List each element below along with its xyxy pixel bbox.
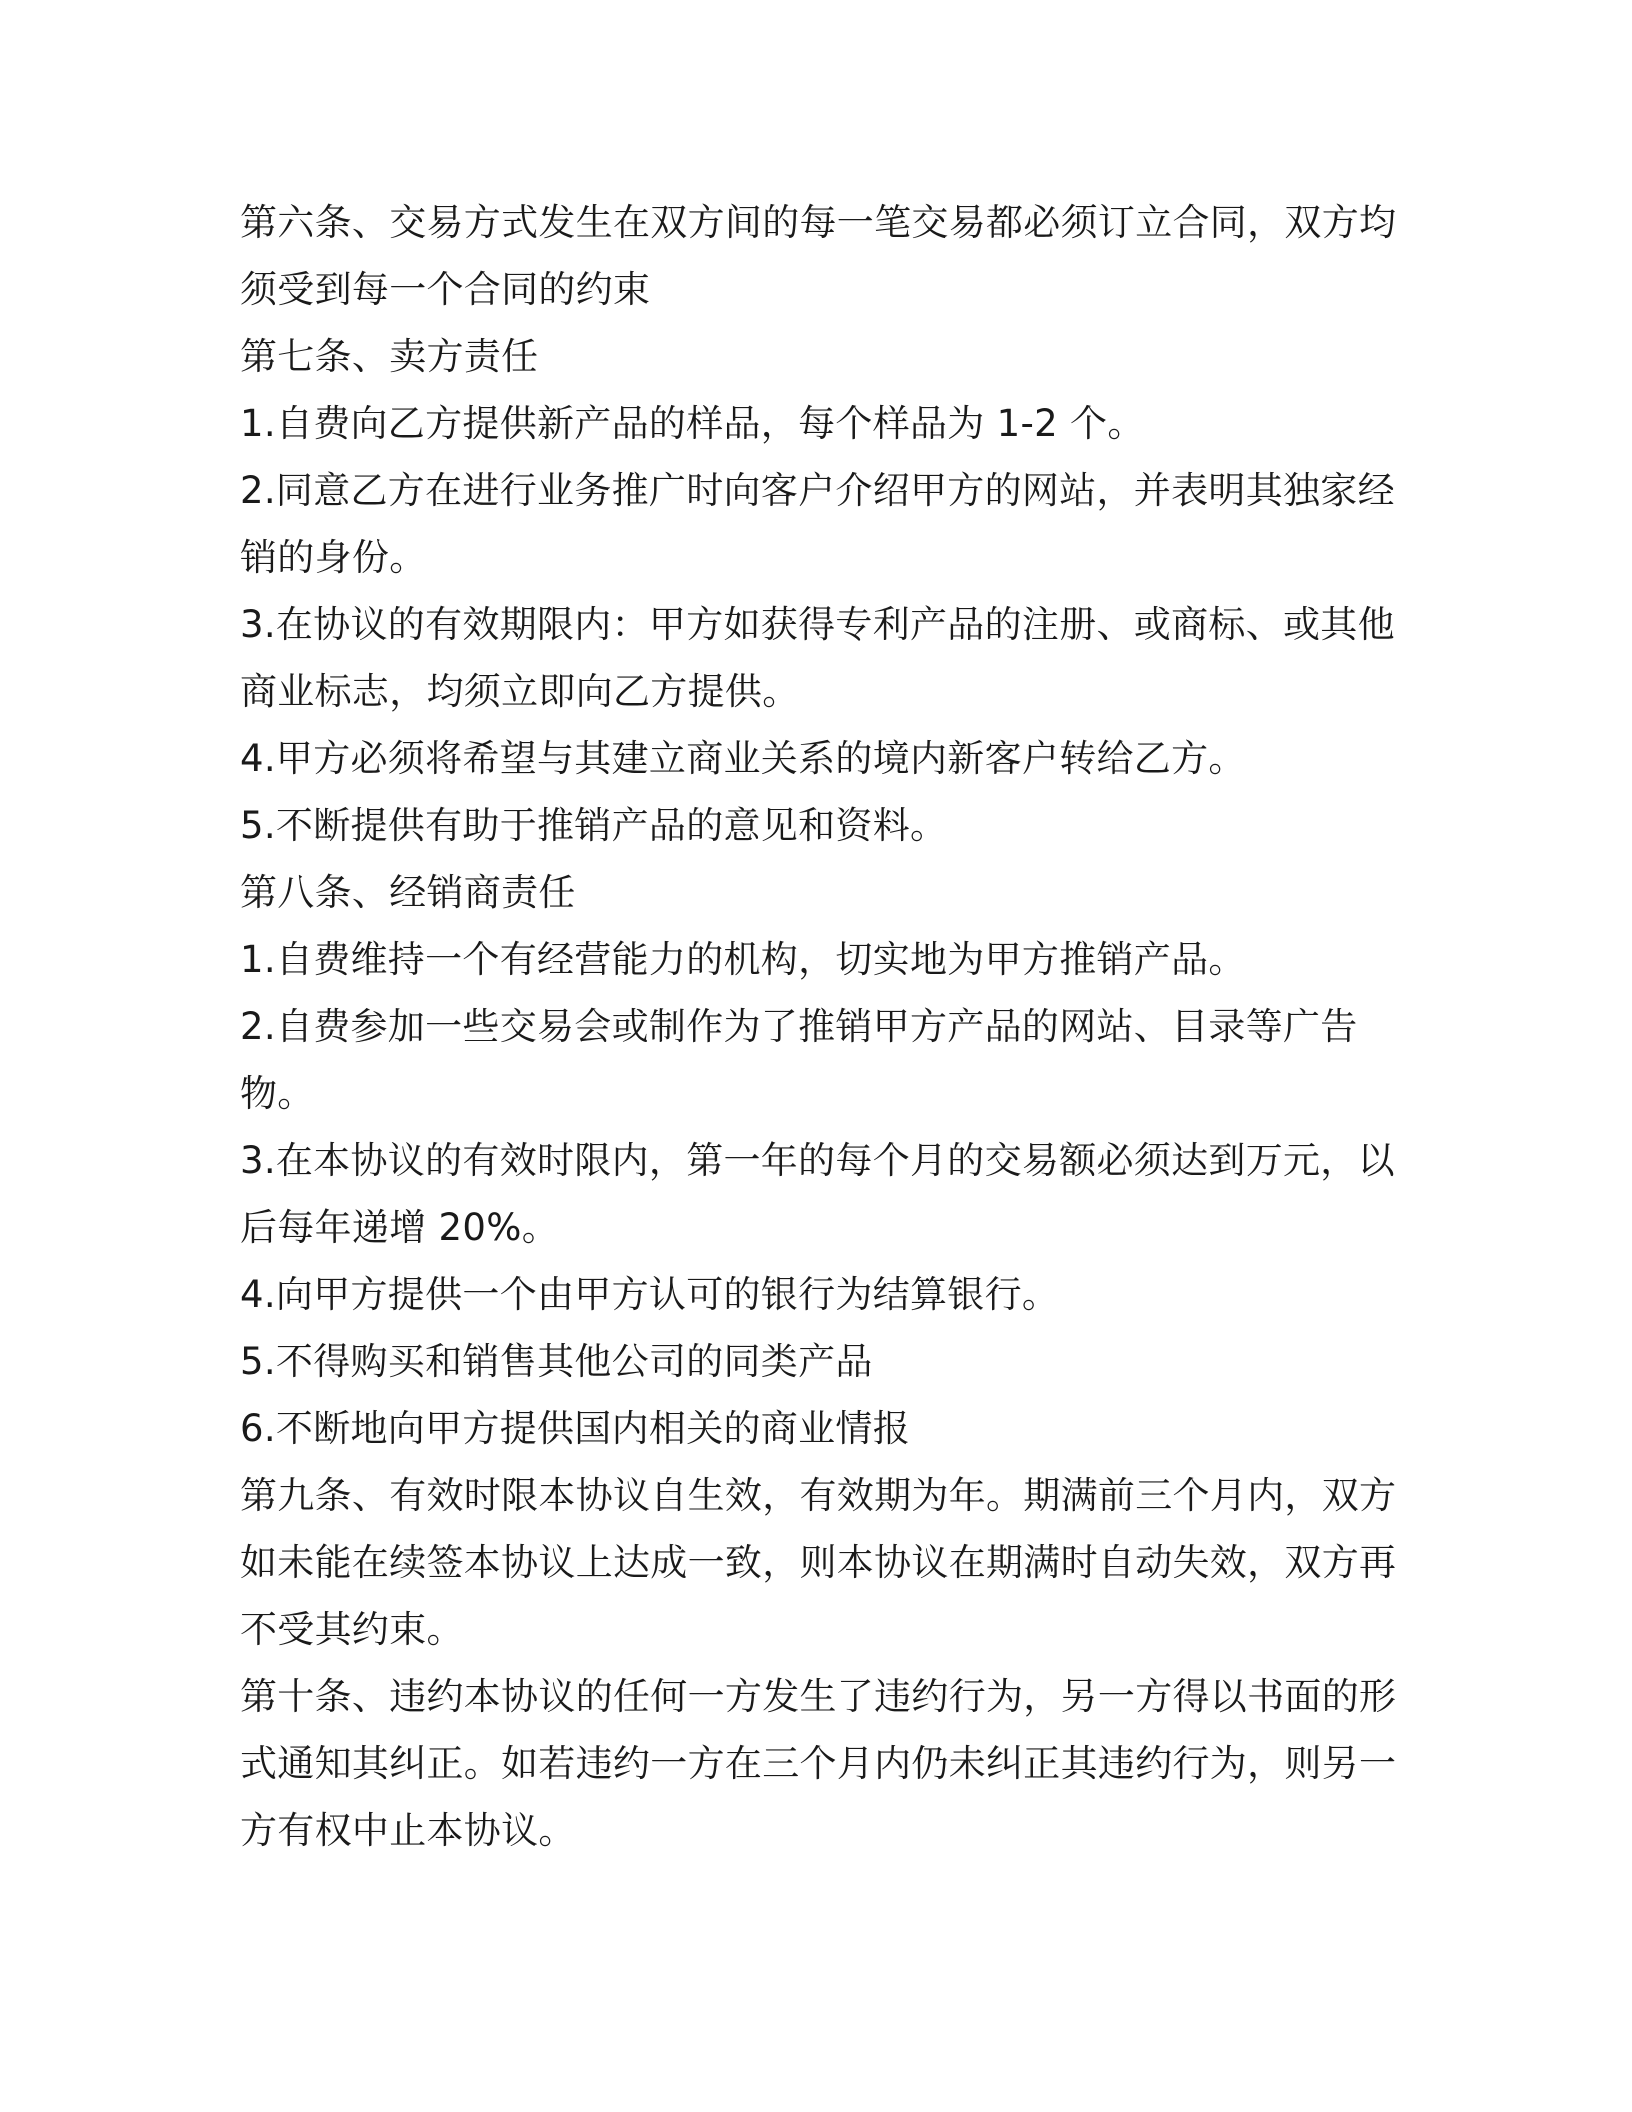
text-line: 须受到每一个合同的约束 bbox=[240, 268, 651, 311]
text-line: 销的身份。 bbox=[240, 536, 427, 579]
text-line: 5.不得购买和销售其他公司的同类产品 bbox=[240, 1340, 873, 1383]
document-body bbox=[240, 189, 1397, 1864]
section-heading: 第八条、经销商责任 bbox=[240, 871, 576, 914]
text-line: 如未能在续签本协议上达成一致，则本协议在期满时自动失效，双方再 bbox=[240, 1541, 1397, 1584]
text-line: 第九条、有效时限本协议自生效，有效期为年。期满前三个月内，双方 bbox=[240, 1474, 1397, 1517]
text-line: 1.自费维持一个有经营能力的机构，切实地为甲方推销产品。 bbox=[240, 938, 1246, 981]
text-line: 物。 bbox=[240, 1072, 315, 1115]
text-line: 6.不断地向甲方提供国内相关的商业情报 bbox=[240, 1407, 911, 1450]
text-line: 商业标志，均须立即向乙方提供。 bbox=[240, 670, 800, 713]
text-line: 3.在本协议的有效时限内，第一年的每个月的交易额必须达到万元，以 bbox=[240, 1139, 1395, 1182]
text-line: 1.自费向乙方提供新产品的样品，每个样品为 1-2 个。 bbox=[240, 402, 1145, 445]
text-line: 3.在协议的有效期限内：甲方如获得专利产品的注册、或商标、或其他 bbox=[240, 603, 1395, 646]
text-line: 2.自费参加一些交易会或制作为了推销甲方产品的网站、目录等广告 bbox=[240, 1005, 1358, 1048]
text-line: 5.不断提供有助于推销产品的意见和资料。 bbox=[240, 804, 948, 847]
text-line: 式通知其纠正。如若违约一方在三个月内仍未纠正其违约行为，则另一 bbox=[240, 1742, 1397, 1785]
text-line: 第十条、违约本协议的任何一方发生了违约行为，另一方得以书面的形 bbox=[240, 1675, 1397, 1718]
text-line: 2.同意乙方在进行业务推广时向客户介绍甲方的网站，并表明其独家经 bbox=[240, 469, 1395, 512]
text-line: 第六条、交易方式发生在双方间的每一笔交易都必须订立合同，双方均 bbox=[240, 201, 1397, 244]
text-line: 4.向甲方提供一个由甲方认可的银行为结算银行。 bbox=[240, 1273, 1060, 1316]
text-line: 不受其约束。 bbox=[240, 1608, 464, 1651]
text-line: 方有权中止本协议。 bbox=[240, 1809, 576, 1852]
text-line: 4.甲方必须将希望与其建立商业关系的境内新客户转给乙方。 bbox=[240, 737, 1246, 780]
section-heading: 第七条、卖方责任 bbox=[240, 335, 539, 378]
text-line: 后每年递增 20%。 bbox=[240, 1206, 559, 1249]
